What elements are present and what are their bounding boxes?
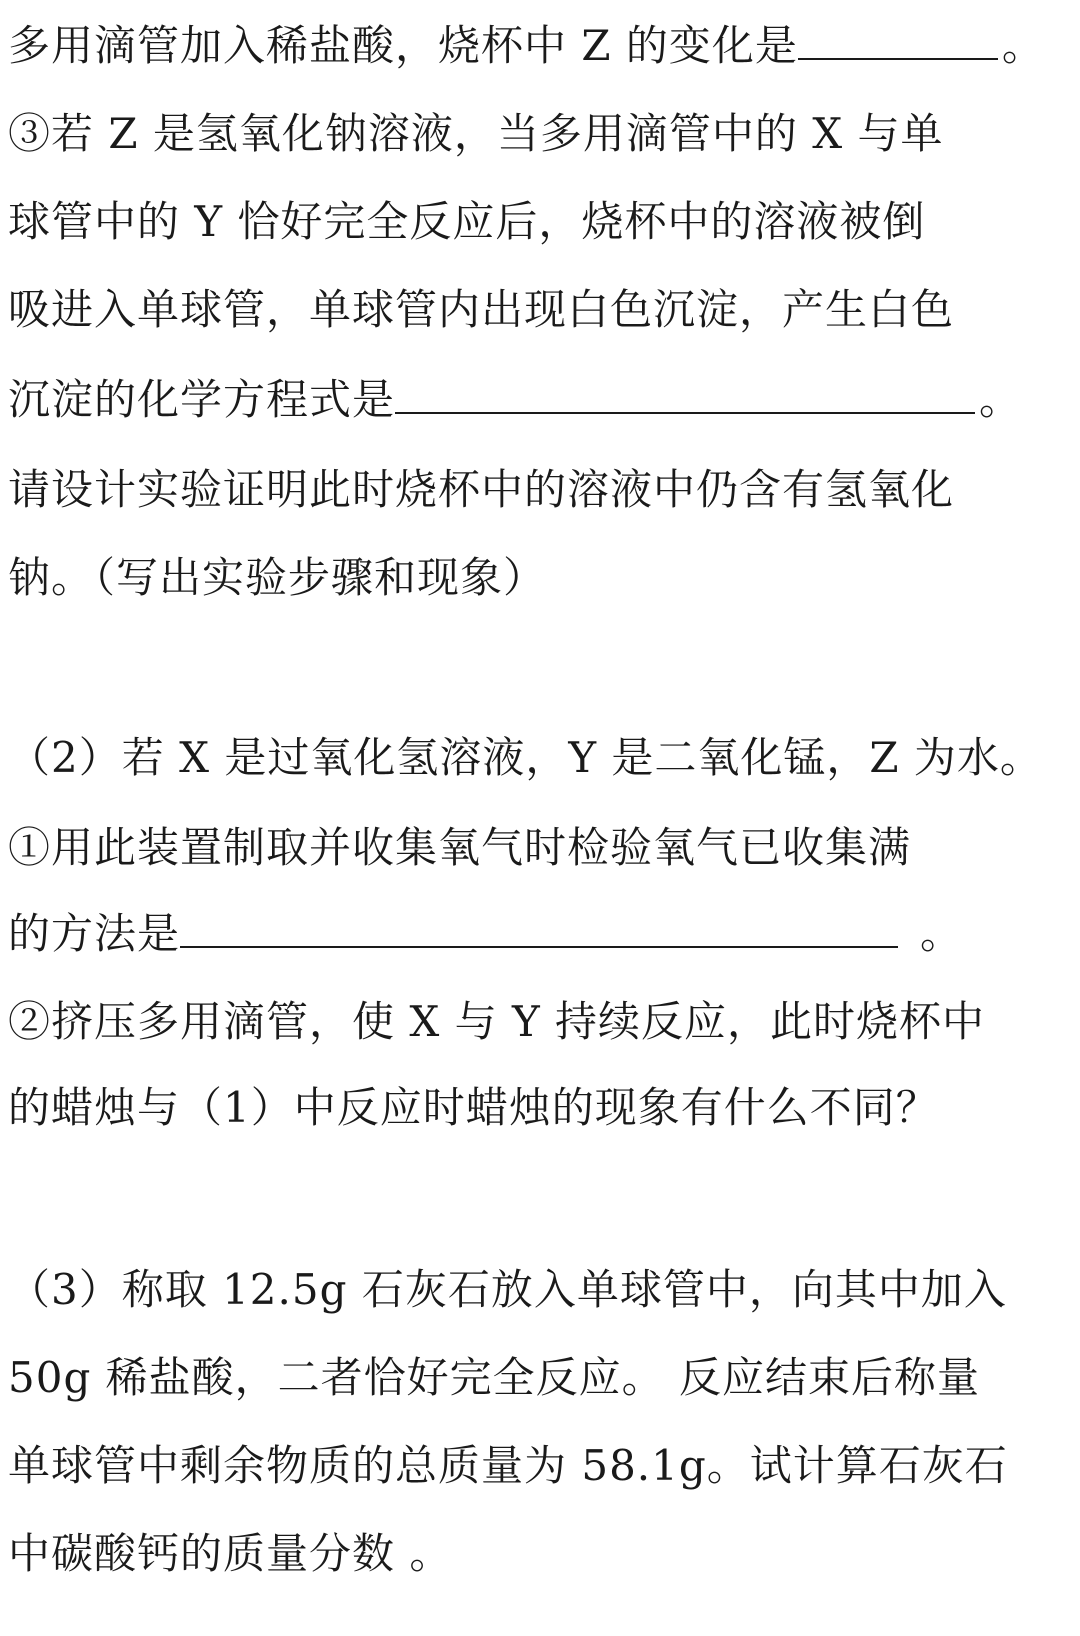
text-line-15: 单球管中剩余物质的总质量为 58.1g。试计算石灰石 [8, 1441, 1008, 1490]
text-line-2: ③若 Z 是氢氧化钠溶液，当多用滴管中的 X 与单 [8, 109, 944, 158]
text-line-6: 请设计实验证明此时烧杯中的溶液中仍含有氢氧化 [8, 465, 955, 514]
text-line-8: （2）若 X 是过氧化氢溶液，Y 是二氧化锰，Z 为水。 [8, 733, 1043, 782]
line-5-text: 沉淀的化学方程式是 [8, 375, 396, 424]
text-line-16: 中碳酸钙的质量分数 。 [8, 1529, 453, 1578]
text-line-10 [8, 906, 963, 962]
answer-blank-1 [798, 20, 998, 60]
line-5-end: 。 [979, 375, 1023, 424]
text-line-1 [8, 18, 1045, 74]
line-1-text: 多用滴管加入稀盐酸，烧杯中 Z 的变化是 [8, 21, 798, 70]
line-10-text: 的方法是 [8, 909, 181, 958]
text-line-11: ②挤压多用滴管，使 X 与 Y 持续反应，此时烧杯中 [8, 997, 986, 1046]
text-line-4: 吸进入单球管，单球管内出现白色沉淀，产生白色 [8, 285, 955, 334]
text-line-5 [8, 372, 1022, 428]
text-line-3: 球管中的 Y 恰好完全反应后，烧杯中的溶液被倒 [8, 197, 926, 246]
text-line-7: 钠。（写出实验步骤和现象） [8, 553, 547, 602]
text-line-13: （3）称取 12.5g 石灰石放入单球管中，向其中加入 [8, 1265, 1007, 1314]
line-10-end: 。 [920, 909, 964, 958]
answer-blank-2 [395, 374, 975, 414]
line-1-end: 。 [1001, 21, 1045, 70]
text-line-12: 的蜡烛与（1）中反应时蜡烛的现象有什么不同？ [8, 1083, 939, 1132]
answer-blank-3 [180, 908, 898, 948]
text-line-14: 50g 稀盐酸，二者恰好完全反应。 反应结束后称量 [8, 1353, 981, 1402]
text-line-9: ①用此装置制取并收集氧气时检验氧气已收集满 [8, 823, 912, 872]
